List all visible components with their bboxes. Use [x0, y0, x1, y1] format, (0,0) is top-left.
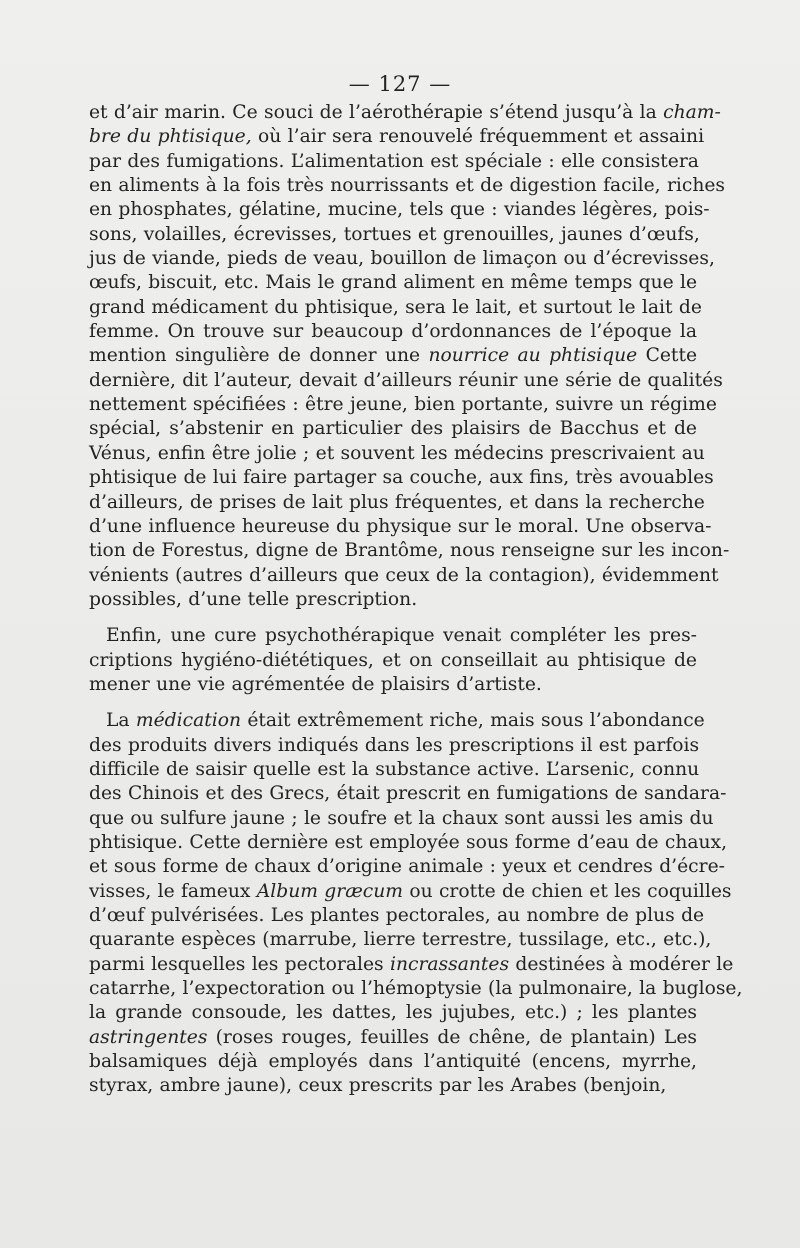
text-line: [89, 855, 725, 879]
text-line: [89, 442, 705, 466]
text-line: [89, 539, 730, 563]
italic-text: médication: [135, 710, 242, 732]
body-text: [89, 101, 743, 1099]
text-run: et sous forme de chaux d’origine animale : yeux et cendres d’écre-: [89, 856, 725, 878]
text-run: destinées à modérer le: [509, 953, 734, 975]
text-run: possibles, d’une telle prescription.: [89, 588, 418, 610]
text-line: [89, 758, 700, 782]
text-line: [89, 101, 721, 125]
text-line: [89, 624, 697, 648]
text-run: des produits divers indiqués dans les prescriptions il est parfois: [89, 734, 700, 756]
text-line: [89, 393, 717, 417]
text-run: d’une influence heureuse du physique sur le moral. Une observa-: [89, 515, 712, 537]
text-line: [89, 831, 728, 855]
text-run: la grande consoude, les dattes, les jujubes, etc.) ; les plantes: [89, 1002, 697, 1024]
text-line: [89, 904, 705, 928]
page-number: — 127 —: [348, 72, 452, 96]
text-run: en aliments à la fois très nourrissants et de digestion facile, riches: [89, 175, 726, 197]
paragraph: [89, 624, 697, 697]
text-run: La: [106, 710, 136, 732]
text-line: [89, 271, 697, 295]
text-run: quarante espèces (marrube, lierre terrestre, tussilage, etc., etc.),: [89, 929, 712, 951]
text-run: mener une vie agrémentée de plaisirs d’artiste.: [89, 673, 542, 695]
text-run: (roses rouges, feuilles de chêne, de plantain) Les: [207, 1026, 697, 1048]
text-run: où l’air sera renouvelé fréquemment et assaini: [251, 126, 705, 148]
text-line: [89, 782, 727, 806]
text-line: [89, 320, 697, 344]
text-line: [89, 247, 715, 271]
text-run: œufs, biscuit, etc. Mais le grand aliment en même temps que le: [89, 272, 698, 294]
text-run: visses, le fameux: [89, 880, 257, 902]
text-run: Vénus, enfin être jolie ; et souvent les médecins prescrivaient au: [89, 442, 705, 464]
text-run: sons, volailles, écrevisses, tortues et grenouilles, jaunes d’œufs,: [89, 223, 700, 245]
text-run: nettement spécifiées : être jeune, bien portante, suivre un régime: [89, 394, 717, 416]
italic-text: nourrice au phtisique: [428, 345, 638, 367]
text-run: femme. On trouve sur beaucoup d’ordonnances de l’époque la: [89, 321, 697, 343]
text-line: [89, 466, 714, 490]
text-line: [89, 223, 700, 247]
text-line: [89, 491, 705, 515]
text-line: [89, 709, 705, 733]
text-run: mention singulière de donner une: [89, 345, 429, 367]
paragraph: [89, 709, 743, 1099]
text-line: [89, 649, 697, 673]
text-run: vénients (autres d’ailleurs que ceux de la contagion), évidemment: [89, 564, 719, 586]
text-run: d’ailleurs, de prises de lait plus fréquentes, et dans la recherche: [89, 491, 705, 513]
text-line: [89, 344, 697, 368]
text-run: phtisique. Cette dernière est employée sous forme d’eau de chaux,: [89, 831, 728, 853]
text-run: ou crotte de chien et les coquilles: [403, 880, 732, 902]
text-line: [89, 734, 700, 758]
paragraph: [89, 101, 730, 612]
text-run: phtisique de lui faire partager sa couche, aux fins, très avouables: [89, 467, 714, 489]
text-run: grand médicament du phtisique, sera le lait, et surtout le lait de: [89, 296, 702, 318]
text-run: Cette: [637, 345, 698, 367]
text-line: [89, 1074, 697, 1098]
text-run: catarrhe, l’expectoration ou l’hémoptysie (la pulmonaire, la buglose,: [89, 978, 743, 1000]
text-line: [89, 564, 719, 588]
text-run: difficile de saisir quelle est la substance active. L’arsenic, connu: [89, 758, 700, 780]
text-run: jus de viande, pieds de veau, bouillon de limaçon ou d’écrevisses,: [89, 248, 715, 270]
text-line: [89, 1026, 697, 1050]
text-line: [89, 928, 712, 952]
text-line: [89, 1050, 697, 1074]
text-run: que ou sulfure jaune ; le soufre et la chaux sont aussi les amis du: [89, 807, 714, 829]
text-run: par des fumigations. L’alimentation est spéciale : elle consistera: [89, 150, 699, 172]
text-run: des Chinois et des Grecs, était prescrit en fumigations de sandara-: [89, 783, 727, 805]
text-run: balsamiques déjà employés dans l’antiquité (encens, myrrhe,: [89, 1051, 697, 1073]
text-line: [89, 673, 697, 697]
text-line: [89, 125, 705, 149]
text-run: et d’air marin. Ce souci de l’aérothérapie s’étend jusqu’à la: [89, 102, 664, 123]
italic-text: astringentes: [89, 1026, 208, 1048]
text-line: [89, 1001, 697, 1025]
text-line: [89, 417, 697, 441]
text-run: en phosphates, gélatine, mucine, tels que : viandes légères, pois-: [89, 199, 710, 221]
italic-text: bre du phtisique,: [89, 126, 252, 148]
text-run: styrax, ambre jaune), ceux prescrits par les Arabes (benjoin,: [89, 1075, 667, 1097]
text-line: [89, 977, 743, 1001]
text-line: [89, 807, 714, 831]
text-line: [89, 198, 710, 222]
text-run: tion de Forestus, digne de Brantôme, nous renseigne sur les incon-: [89, 540, 730, 562]
text-run: d’œuf pulvérisées. Les plantes pectorales, au nombre de plus de: [89, 905, 705, 926]
text-line: [89, 296, 702, 320]
text-line: [89, 515, 712, 539]
text-line: [89, 880, 732, 904]
text-line: [89, 369, 723, 393]
text-run: criptions hygiéno-diététiques, et on conseillait au phtisique de: [89, 649, 697, 671]
italic-text: cham-: [663, 102, 721, 123]
text-run: Enfin, une cure psychothérapique venait compléter les pres-: [106, 625, 697, 647]
text-line: [89, 150, 697, 174]
text-run: spécial, s’abstenir en particulier des plaisirs de Bacchus et de: [89, 418, 697, 440]
italic-text: Album græcum: [256, 880, 403, 902]
text-line: [89, 174, 726, 198]
text-run: était extrêmement riche, mais sous l’abondance: [241, 710, 705, 732]
text-line: [89, 588, 697, 612]
text-run: dernière, dit l’auteur, devait d’ailleurs réunir une série de qualités: [89, 369, 723, 391]
text-run: parmi lesquelles les pectorales: [89, 953, 390, 975]
text-line: [89, 953, 734, 977]
italic-text: incrassantes: [389, 953, 510, 975]
